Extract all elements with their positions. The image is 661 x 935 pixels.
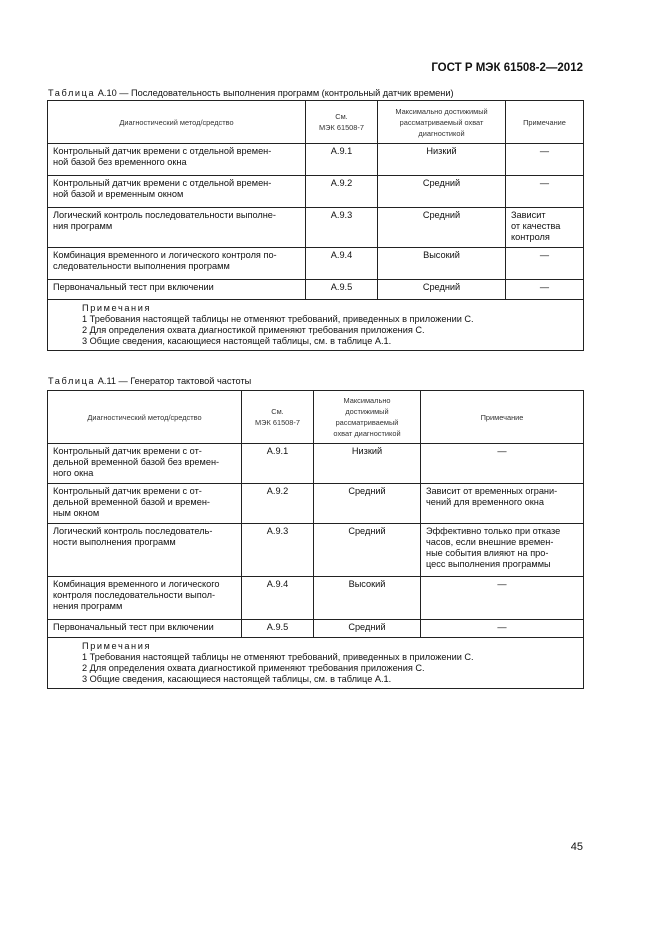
- table-a10-row: [48, 280, 584, 300]
- table-a11-caption: [48, 376, 251, 386]
- cell-method: Комбинация временного и логического контроля по- следовательности выполнения программ: [48, 248, 306, 280]
- table-a10-caption: [48, 88, 454, 98]
- table-a10-notes-row: [48, 300, 584, 351]
- cell-coverage: Средний: [378, 176, 506, 208]
- table-a11-note-2: 2 Для определения охвата диагностикой применяют требования приложения С.: [82, 663, 425, 673]
- cell-method: Логический контроль последователь- ности выполнения программ: [48, 524, 242, 577]
- cell-note: —: [506, 176, 584, 208]
- header-reference: См. МЭК 61508-7: [242, 391, 314, 444]
- table-a11-row: [48, 444, 584, 484]
- table-a11-row: [48, 524, 584, 577]
- table-a10-note-1: 1 Требования настоящей таблицы не отменяют требований, приведенных в приложении С.: [82, 314, 474, 324]
- cell-note: —: [506, 280, 584, 300]
- table-a10: [47, 100, 584, 351]
- table-a11-row: [48, 620, 584, 638]
- cell-note: —: [421, 444, 584, 484]
- cell-coverage: Средний: [314, 484, 421, 524]
- cell-ref: А.9.1: [306, 144, 378, 176]
- cell-coverage: Средний: [314, 524, 421, 577]
- cell-note: Зависит от временных ограни- чений для временного окна: [421, 484, 584, 524]
- cell-note: Эффективно только при отказе часов, если внешние времен- ные события влияют на про- цесс выполнения программы: [421, 524, 584, 577]
- table-a11-row: [48, 577, 584, 620]
- cell-coverage: Низкий: [378, 144, 506, 176]
- header-note: Примечание: [506, 101, 584, 144]
- table-a11-note-3: 3 Общие сведения, касающиеся настоящей таблицы, см. в таблице А.1.: [82, 674, 392, 684]
- cell-ref: А.9.3: [306, 208, 378, 248]
- cell-coverage: Средний: [378, 208, 506, 248]
- cell-note: —: [421, 577, 584, 620]
- cell-coverage: Средний: [378, 280, 506, 300]
- table-a11: [47, 390, 584, 689]
- table-a11-caption-text: А.11 — Генератор тактовой частоты: [95, 376, 252, 386]
- cell-coverage: Низкий: [314, 444, 421, 484]
- cell-method: Комбинация временного и логического контроля последовательности выпол- нения программ: [48, 577, 242, 620]
- cell-note: —: [506, 248, 584, 280]
- table-a11-notes-row: [48, 638, 584, 689]
- cell-ref: А.9.2: [242, 484, 314, 524]
- header-method: Диагностический метод/средство: [48, 391, 242, 444]
- cell-method: Контрольный датчик времени с от- дельной временной базой и времен- ным окном: [48, 484, 242, 524]
- cell-method: Первоначальный тест при включении: [48, 280, 306, 300]
- header-reference: См. МЭК 61508-7: [306, 101, 378, 144]
- header-note: Примечание: [421, 391, 584, 444]
- cell-method: Контрольный датчик времени с отдельной времен- ной базой и временным окном: [48, 176, 306, 208]
- cell-note: Зависит от качества контроля: [506, 208, 584, 248]
- table-a11-header-row: [48, 391, 584, 444]
- table-a10-caption-prefix: Таблица: [48, 88, 96, 98]
- header-coverage: Максимально достижимый рассматриваемый охват диагностикой: [378, 101, 506, 144]
- table-a10-row: [48, 176, 584, 208]
- table-a10-note-3: 3 Общие сведения, касающиеся настоящей таблицы, см. в таблице А.1.: [82, 336, 392, 346]
- header-coverage: Максимально достижимый рассматриваемый охват диагностикой: [314, 391, 421, 444]
- table-a10-caption-text: А.10 — Последовательность выполнения программ (контрольный датчик времени): [95, 88, 454, 98]
- table-a10-notes-title: Примечания: [82, 303, 152, 313]
- cell-method: Контрольный датчик времени с отдельной времен- ной базой без временного окна: [48, 144, 306, 176]
- table-a11-notes: [48, 638, 584, 689]
- cell-coverage: Высокий: [378, 248, 506, 280]
- cell-method: Логический контроль последовательности выполне- ния программ: [48, 208, 306, 248]
- cell-coverage: Средний: [314, 620, 421, 638]
- cell-ref: А.9.1: [242, 444, 314, 484]
- table-a11-note-1: 1 Требования настоящей таблицы не отменяют требований, приведенных в приложении С.: [82, 652, 474, 662]
- table-a10-header-row: [48, 101, 584, 144]
- cell-ref: А.9.5: [306, 280, 378, 300]
- cell-ref: А.9.4: [306, 248, 378, 280]
- cell-coverage: Высокий: [314, 577, 421, 620]
- cell-method: Контрольный датчик времени с от- дельной временной базой без времен- ного окна: [48, 444, 242, 484]
- table-a11-notes-title: Примечания: [82, 641, 152, 651]
- cell-ref: А.9.4: [242, 577, 314, 620]
- cell-ref: А.9.3: [242, 524, 314, 577]
- header-method: Диагностический метод/средство: [48, 101, 306, 144]
- page-number: 45: [570, 841, 583, 853]
- table-a11-row: [48, 484, 584, 524]
- table-a10-note-2: 2 Для определения охвата диагностикой применяют требования приложения С.: [82, 325, 425, 335]
- document-header: ГОСТ Р МЭК 61508-2—2012: [431, 62, 583, 74]
- cell-ref: А.9.5: [242, 620, 314, 638]
- cell-note: —: [506, 144, 584, 176]
- cell-method: Первоначальный тест при включении: [48, 620, 242, 638]
- cell-ref: А.9.2: [306, 176, 378, 208]
- table-a10-notes: [48, 300, 584, 351]
- table-a11-caption-prefix: Таблица: [48, 376, 96, 386]
- table-a10-row: [48, 144, 584, 176]
- table-a10-row: [48, 208, 584, 248]
- table-a10-row: [48, 248, 584, 280]
- cell-note: —: [421, 620, 584, 638]
